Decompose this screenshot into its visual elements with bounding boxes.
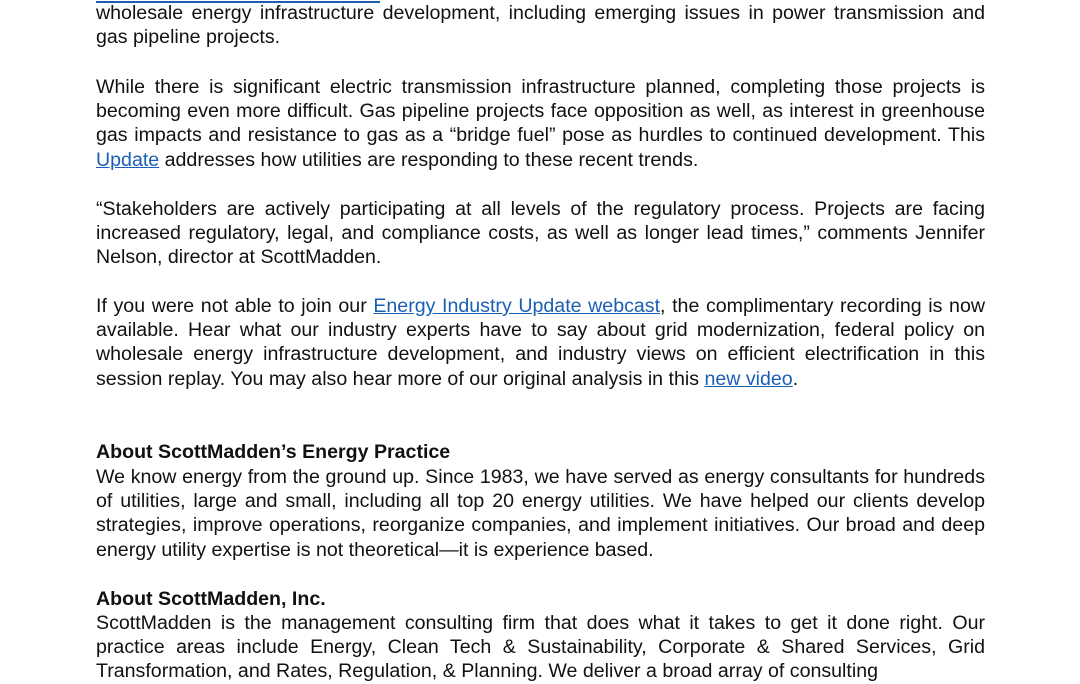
webcast-text-middle: , the complimentary recording is now available. Hear what our industry experts have to say about grid modernization, federal policy on wholesale energy infrastructure development, and industry views on efficient electrification in this session replay. You may also hear more of our original analysis in this <box>96 295 985 390</box>
update-link[interactable]: Update <box>96 148 160 171</box>
transmission-text-after: addresses how utilities are responding to these recent trends. <box>159 148 699 171</box>
quote-text: “Stakeholders are actively participating at all levels of the regulatory process. Projects are facing increased regulatory, legal, and compliance costs, as well as longer lead times,” comments Jennifer Nelson, director at ScottMadden. <box>96 198 985 269</box>
about-scottmadden-heading: About ScottMadden, Inc. <box>96 588 326 610</box>
about-scottmadden-text: ScottMadden is the management consulting firm that does what it takes to get it done right. Our practice areas include Energy, Clean Tech & Sustainability, Corporate & Shared Services, Grid Transformation, and Rates, Regulation, & Planning. We deliver a broad array of consulting <box>96 612 985 683</box>
webcast-text-after: . <box>792 367 799 390</box>
about-scottmadden-paragraph <box>96 611 985 684</box>
transmission-paragraph <box>96 75 985 172</box>
webcast-paragraph <box>96 294 985 391</box>
transmission-text-before: While there is significant electric transmission infrastructure planned, completing those projects is becoming even more difficult. Gas pipeline projects face opposition as well, as interest in greenhouse gas impacts and resistance to gas as a “bridge fuel” pose as hurdles to continued development. This <box>96 76 985 147</box>
energy-practice-paragraph <box>96 465 985 562</box>
webcast-link[interactable]: Energy Industry Update webcast <box>373 295 661 317</box>
new-video-link[interactable]: new video <box>704 367 793 390</box>
intro-paragraph <box>96 1 985 49</box>
energy-practice-heading: About ScottMadden’s Energy Practice <box>96 441 451 463</box>
energy-practice-text: We know energy from the ground up. Since 1983, we have served as energy consultants for hundreds of utilities, large and small, including all top 20 energy utilities. We have helped our clients develop strategies, improve operations, reorganize companies, and implement initiatives. Our broad and deep energy utility expertise is not theoretical—it is experience based. <box>96 466 985 561</box>
webcast-text-before: If you were not able to join our <box>96 295 374 317</box>
intro-text: wholesale energy infrastructure development, including emerging issues in power transmission and gas pipeline projects. <box>96 2 985 49</box>
quote-paragraph <box>96 197 985 270</box>
